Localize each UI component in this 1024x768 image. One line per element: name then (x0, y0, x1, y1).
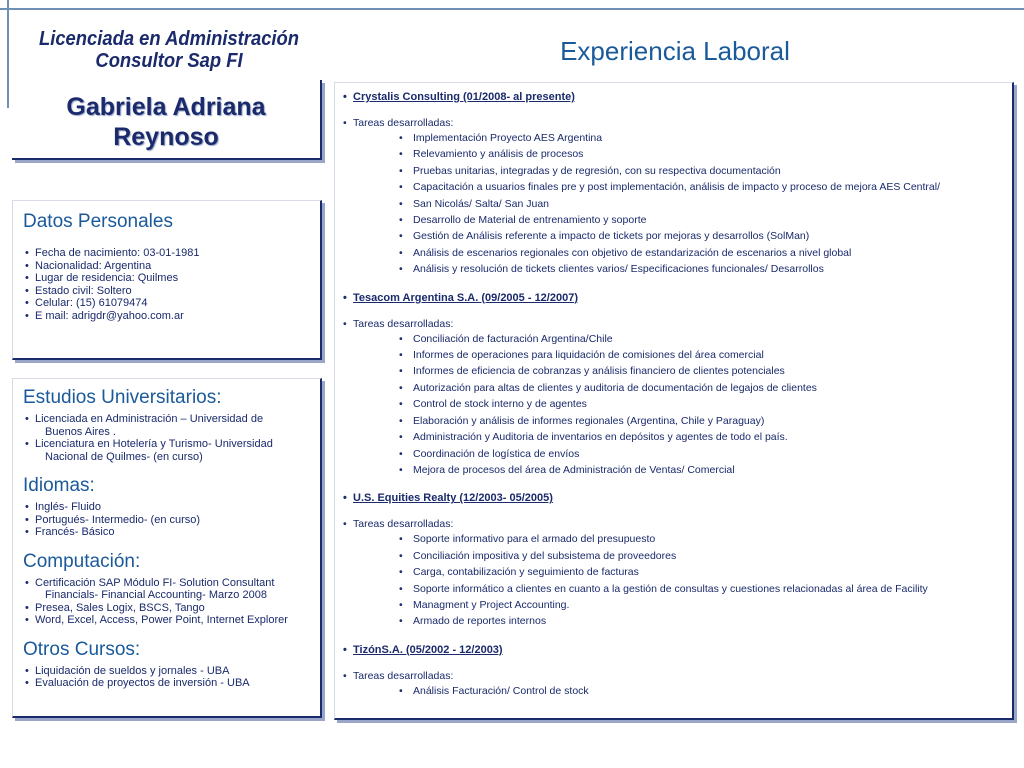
task-item: • Relevamiento y análisis de procesos (399, 146, 1008, 162)
professional-title (24, 28, 314, 72)
list-item: • Nacionalidad: Argentina (23, 260, 310, 273)
computing-title: Computación: (23, 550, 141, 572)
list-item: • Portugués- Intermedio- (en curso) (23, 514, 310, 527)
list-item: • Presea, Sales Logix, BSCS, Tango (23, 602, 310, 615)
courses-title: Otros Cursos: (23, 638, 141, 660)
job-block-us-equities (341, 492, 1008, 629)
list-item: • Word, Excel, Access, Power Point, Internet Explorer (23, 614, 310, 627)
task-list (399, 130, 1008, 278)
job-block-tizon (341, 644, 1008, 699)
company-name: • Crystalis Consulting (01/2008- al presente) (341, 91, 1008, 104)
list-item: • Francés- Básico (23, 526, 310, 539)
email-link[interactable]: adrigdr@yahoo.com.ar (71, 309, 184, 322)
job-block-crystalis (341, 91, 1008, 278)
list-item: • Celular: (15) 61079474 (23, 297, 310, 310)
task-item: • Soporte informático a clientes en cuanto a la gestión de consultas y cuestiones relacionadas al área de Facility (399, 581, 1008, 597)
name-last: Reynoso (113, 123, 219, 151)
task-list (399, 331, 1008, 479)
name-box (12, 80, 322, 160)
list-item: • Fecha de nacimiento: 03-01-1981 (23, 247, 310, 260)
task-item: • Elaboración y análisis de informes regionales (Argentina, Chile y Paraguay) (399, 413, 1008, 429)
experience-panel (334, 82, 1014, 720)
list-item (23, 577, 310, 602)
task-item: • Informes de operaciones para liquidación de comisiones del área comercial (399, 347, 1008, 363)
title-line-1: Licenciada en Administración (38, 28, 300, 50)
personal-data-list (23, 247, 310, 322)
task-item: • Conciliación impositiva y del subsistema de proveedores (399, 548, 1008, 564)
experience-title: Experiencia Laboral (560, 36, 790, 66)
list-item-text: Buenos Aires . (45, 425, 116, 438)
task-item: • Managment y Project Accounting. (399, 597, 1008, 613)
title-line-2: Consultor Sap FI (95, 50, 243, 72)
name-first: Gabriela Adriana (66, 93, 266, 121)
task-item: • Gestión de Análisis referente a impacto de tickets por mejoras y desarrollos (SolMan) (399, 228, 1008, 244)
task-item: • Capacitación a usuarios finales pre y post implementación, análisis de impacto y proceso de mejora AES Central/ (399, 179, 1008, 195)
email-label: E mail: (35, 309, 72, 322)
tasks-label: • Tareas desarrolladas: (341, 318, 1008, 331)
task-item: • Análisis Facturación/ Control de stock (399, 683, 1008, 699)
list-item-text: Nacional de Quilmes- (en curso) (45, 450, 203, 463)
task-item: • Administración y Auditoria de inventarios en depósitos y agentes de todo el país. (399, 429, 1008, 445)
task-item: • Conciliación de facturación Argentina/Chile (399, 331, 1008, 347)
task-item: • San Nicolás/ Salta/ San Juan (399, 196, 1008, 212)
list-item: • Lugar de residencia: Quilmes (23, 272, 310, 285)
task-list (399, 531, 1008, 629)
task-item: • Autorización para altas de clientes y auditoria de documentación de legajos de clientes (399, 380, 1008, 396)
personal-data-title: Datos Personales (23, 211, 173, 232)
personal-data-panel (12, 200, 322, 360)
task-item: • Informes de eficiencia de cobranzas y análisis financiero de clientes potenciales (399, 363, 1008, 379)
list-item: • Evaluación de proyectos de inversión - UBA (23, 677, 310, 690)
tasks-label: • Tareas desarrolladas: (341, 518, 1008, 531)
task-item: • Análisis de escenarios regionales con objetivo de estandarización de escenarios a nivel global (399, 245, 1008, 261)
task-item: • Carga, contabilización y seguimiento de facturas (399, 564, 1008, 580)
education-panel (12, 378, 322, 718)
languages-title: Idiomas: (23, 475, 95, 496)
tasks-label: • Tareas desarrolladas: (341, 670, 1008, 683)
list-item: • Liquidación de sueldos y jornales - UBA (23, 665, 310, 678)
task-item: • Pruebas unitarias, integradas y de regresión, con su respectiva documentación (399, 163, 1008, 179)
list-item: • Inglés- Fluido (23, 501, 310, 514)
studies-list (23, 413, 310, 463)
tasks-label: • Tareas desarrolladas: (341, 117, 1008, 130)
task-item: • Implementación Proyecto AES Argentina (399, 130, 1008, 146)
job-block-tesacom (341, 292, 1008, 479)
list-item-text: Licenciada en Administración – Universidad de (35, 413, 264, 425)
corner-vertical-line (7, 0, 9, 108)
corner-horizontal-line (0, 8, 1024, 10)
task-item: • Soporte informativo para el armado del presupuesto (399, 531, 1008, 547)
studies-title: Estudios Universitarios: (23, 387, 222, 408)
list-item (23, 413, 310, 438)
company-name: • TizónS.A. (05/2002 - 12/2003) (341, 644, 1008, 657)
task-item: • Mejora de procesos del área de Administración de Ventas/ Comercial (399, 462, 1008, 478)
task-item: • Análisis y resolución de tickets clientes varios/ Especificaciones funcionales/ Desarrollos (399, 261, 1008, 277)
task-item: • Control de stock interno y de agentes (399, 396, 1008, 412)
courses-list (23, 665, 310, 690)
list-item-text: Licenciatura en Hotelería y Turismo- Universidad (35, 438, 273, 450)
task-item: • Desarrollo de Material de entrenamiento y soporte (399, 212, 1008, 228)
list-item-text: Certificación SAP Módulo FI- Solution Consultant (35, 576, 275, 589)
task-list (399, 683, 1008, 699)
task-item: • Armado de reportes internos (399, 613, 1008, 629)
languages-list (23, 501, 310, 539)
list-item-text: Financials- Financial Accounting- Marzo 2008 (45, 589, 267, 601)
list-item: • Estado civil: Soltero (23, 285, 310, 298)
email-item (23, 310, 310, 323)
task-item: • Coordinación de logística de envíos (399, 446, 1008, 462)
company-name: • U.S. Equities Realty (12/2003- 05/2005) (341, 492, 1008, 505)
company-name: • Tesacom Argentina S.A. (09/2005 - 12/2007) (341, 292, 1008, 305)
computing-list (23, 577, 310, 627)
list-item (23, 438, 310, 463)
